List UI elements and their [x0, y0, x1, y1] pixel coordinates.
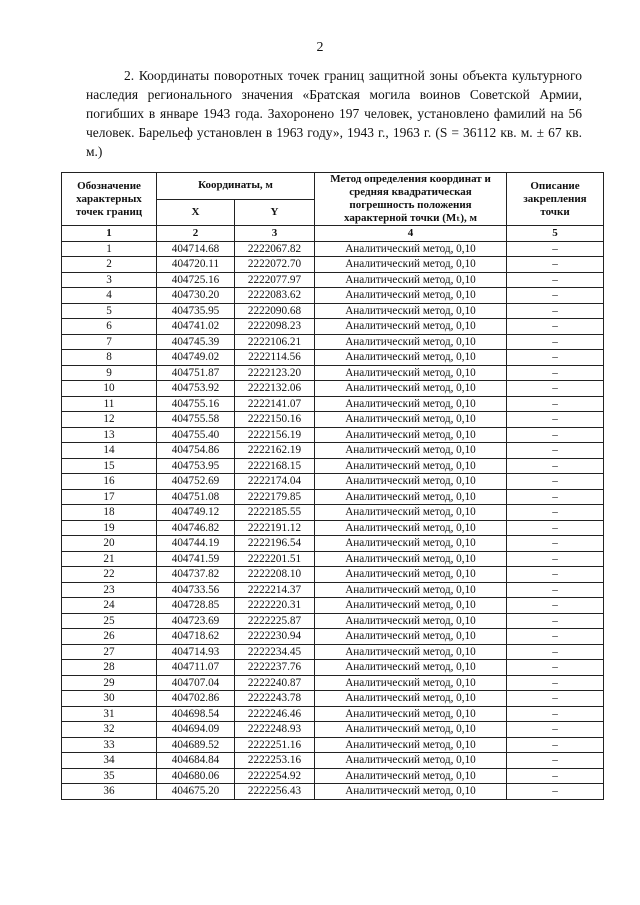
- y-coordinate-cell: 2222240.87: [235, 675, 315, 691]
- y-coordinate-cell: 2222156.19: [235, 427, 315, 443]
- point-number-cell: 13: [62, 427, 157, 443]
- point-number-cell: 6: [62, 319, 157, 335]
- method-cell: Аналитический метод, 0,10: [315, 334, 507, 350]
- method-cell: Аналитический метод, 0,10: [315, 706, 507, 722]
- y-coordinate-cell: 2222246.46: [235, 706, 315, 722]
- description-cell: –: [507, 288, 604, 304]
- x-coordinate-cell: 404751.08: [157, 489, 235, 505]
- x-coordinate-cell: 404753.92: [157, 381, 235, 397]
- table-row: [62, 675, 604, 691]
- table-row: [62, 691, 604, 707]
- x-coordinate-cell: 404720.11: [157, 257, 235, 273]
- description-cell: –: [507, 365, 604, 381]
- x-coordinate-cell: 404723.69: [157, 613, 235, 629]
- point-number-cell: 28: [62, 660, 157, 676]
- y-coordinate-cell: 2222251.16: [235, 737, 315, 753]
- x-coordinate-cell: 404684.84: [157, 753, 235, 769]
- y-coordinate-cell: 2222214.37: [235, 582, 315, 598]
- x-coordinate-cell: 404733.56: [157, 582, 235, 598]
- y-coordinate-cell: 2222201.51: [235, 551, 315, 567]
- y-coordinate-cell: 2222077.97: [235, 272, 315, 288]
- x-coordinate-cell: 404680.06: [157, 768, 235, 784]
- table-row: [62, 551, 604, 567]
- y-coordinate-cell: 2222196.54: [235, 536, 315, 552]
- y-coordinate-cell: 2222256.43: [235, 784, 315, 800]
- description-cell: –: [507, 458, 604, 474]
- intro-paragraph: [86, 66, 582, 161]
- method-cell: Аналитический метод, 0,10: [315, 551, 507, 567]
- y-coordinate-cell: 2222067.82: [235, 241, 315, 257]
- method-cell: Аналитический метод, 0,10: [315, 396, 507, 412]
- point-number-cell: 8: [62, 350, 157, 366]
- description-cell: –: [507, 675, 604, 691]
- point-number-cell: 11: [62, 396, 157, 412]
- x-coordinate-cell: 404744.19: [157, 536, 235, 552]
- header-description: Описание закрепления точки: [507, 173, 604, 226]
- y-coordinate-cell: 2222185.55: [235, 505, 315, 521]
- point-number-cell: 10: [62, 381, 157, 397]
- description-cell: –: [507, 505, 604, 521]
- table-row: [62, 257, 604, 273]
- description-cell: –: [507, 474, 604, 490]
- point-number-cell: 35: [62, 768, 157, 784]
- y-coordinate-cell: 2222072.70: [235, 257, 315, 273]
- method-cell: Аналитический метод, 0,10: [315, 722, 507, 738]
- x-coordinate-cell: 404689.52: [157, 737, 235, 753]
- y-coordinate-cell: 2222179.85: [235, 489, 315, 505]
- table-row: [62, 536, 604, 552]
- point-number-cell: 5: [62, 303, 157, 319]
- method-cell: Аналитический метод, 0,10: [315, 536, 507, 552]
- x-coordinate-cell: 404749.02: [157, 350, 235, 366]
- method-cell: Аналитический метод, 0,10: [315, 737, 507, 753]
- table-row: [62, 412, 604, 428]
- point-number-cell: 2: [62, 257, 157, 273]
- y-coordinate-cell: 2222243.78: [235, 691, 315, 707]
- table-row: [62, 474, 604, 490]
- x-coordinate-cell: 404755.16: [157, 396, 235, 412]
- table-row: [62, 613, 604, 629]
- point-number-cell: 4: [62, 288, 157, 304]
- description-cell: –: [507, 257, 604, 273]
- header-y: Y: [235, 199, 315, 226]
- description-cell: –: [507, 613, 604, 629]
- table-row: [62, 582, 604, 598]
- description-cell: –: [507, 489, 604, 505]
- table-row: [62, 706, 604, 722]
- x-coordinate-cell: 404711.07: [157, 660, 235, 676]
- x-coordinate-cell: 404752.69: [157, 474, 235, 490]
- description-cell: –: [507, 412, 604, 428]
- x-coordinate-cell: 404754.86: [157, 443, 235, 459]
- table-row: [62, 489, 604, 505]
- header-method: Метод определения координат и средняя квадратическая погрешность положения характерной точки (Mₜ), м: [315, 173, 507, 226]
- y-coordinate-cell: 2222114.56: [235, 350, 315, 366]
- description-cell: –: [507, 768, 604, 784]
- x-coordinate-cell: 404751.87: [157, 365, 235, 381]
- method-cell: Аналитический метод, 0,10: [315, 753, 507, 769]
- y-coordinate-cell: 2222162.19: [235, 443, 315, 459]
- x-coordinate-cell: 404728.85: [157, 598, 235, 614]
- point-number-cell: 33: [62, 737, 157, 753]
- description-cell: –: [507, 567, 604, 583]
- table-row: [62, 644, 604, 660]
- y-coordinate-cell: 2222208.10: [235, 567, 315, 583]
- table-row: [62, 443, 604, 459]
- description-cell: –: [507, 427, 604, 443]
- x-coordinate-cell: 404741.02: [157, 319, 235, 335]
- x-coordinate-cell: 404714.93: [157, 644, 235, 660]
- x-coordinate-cell: 404745.39: [157, 334, 235, 350]
- x-coordinate-cell: 404694.09: [157, 722, 235, 738]
- y-coordinate-cell: 2222234.45: [235, 644, 315, 660]
- y-coordinate-cell: 2222141.07: [235, 396, 315, 412]
- description-cell: –: [507, 551, 604, 567]
- table-row: [62, 768, 604, 784]
- page-number: 2: [316, 40, 324, 55]
- point-number-cell: 20: [62, 536, 157, 552]
- description-cell: –: [507, 396, 604, 412]
- table-row: [62, 753, 604, 769]
- table-row: [62, 365, 604, 381]
- table-row: [62, 241, 604, 257]
- table-row: [62, 629, 604, 645]
- method-cell: Аналитический метод, 0,10: [315, 520, 507, 536]
- table-row: [62, 303, 604, 319]
- point-number-cell: 14: [62, 443, 157, 459]
- method-cell: Аналитический метод, 0,10: [315, 613, 507, 629]
- method-cell: Аналитический метод, 0,10: [315, 474, 507, 490]
- table-row: [62, 334, 604, 350]
- x-coordinate-cell: 404746.82: [157, 520, 235, 536]
- point-number-cell: 26: [62, 629, 157, 645]
- y-coordinate-cell: 2222225.87: [235, 613, 315, 629]
- table-row: [62, 598, 604, 614]
- method-cell: Аналитический метод, 0,10: [315, 629, 507, 645]
- method-cell: Аналитический метод, 0,10: [315, 427, 507, 443]
- method-cell: Аналитический метод, 0,10: [315, 598, 507, 614]
- point-number-cell: 24: [62, 598, 157, 614]
- x-coordinate-cell: 404702.86: [157, 691, 235, 707]
- method-cell: Аналитический метод, 0,10: [315, 660, 507, 676]
- x-coordinate-cell: 404741.59: [157, 551, 235, 567]
- table-row: [62, 722, 604, 738]
- method-cell: Аналитический метод, 0,10: [315, 241, 507, 257]
- x-coordinate-cell: 404725.16: [157, 272, 235, 288]
- description-cell: –: [507, 644, 604, 660]
- column-number: 3: [235, 226, 315, 242]
- method-cell: Аналитический метод, 0,10: [315, 567, 507, 583]
- method-cell: Аналитический метод, 0,10: [315, 381, 507, 397]
- table-row: [62, 505, 604, 521]
- y-coordinate-cell: 2222248.93: [235, 722, 315, 738]
- point-number-cell: 29: [62, 675, 157, 691]
- description-cell: –: [507, 582, 604, 598]
- y-coordinate-cell: 2222230.94: [235, 629, 315, 645]
- description-cell: –: [507, 753, 604, 769]
- column-number: 4: [315, 226, 507, 242]
- table-row: [62, 272, 604, 288]
- y-coordinate-cell: 2222220.31: [235, 598, 315, 614]
- point-number-cell: 32: [62, 722, 157, 738]
- description-cell: –: [507, 334, 604, 350]
- description-cell: –: [507, 319, 604, 335]
- method-cell: Аналитический метод, 0,10: [315, 582, 507, 598]
- column-number: 1: [62, 226, 157, 242]
- y-coordinate-cell: 2222132.06: [235, 381, 315, 397]
- y-coordinate-cell: 2222150.16: [235, 412, 315, 428]
- table-row: [62, 350, 604, 366]
- method-cell: Аналитический метод, 0,10: [315, 768, 507, 784]
- y-coordinate-cell: 2222123.20: [235, 365, 315, 381]
- table-row: [62, 737, 604, 753]
- method-cell: Аналитический метод, 0,10: [315, 365, 507, 381]
- table-body: [62, 241, 604, 799]
- point-number-cell: 18: [62, 505, 157, 521]
- column-number: 2: [157, 226, 235, 242]
- coordinates-table: [61, 172, 604, 800]
- method-cell: Аналитический метод, 0,10: [315, 675, 507, 691]
- y-coordinate-cell: 2222090.68: [235, 303, 315, 319]
- table-row: [62, 660, 604, 676]
- x-coordinate-cell: 404698.54: [157, 706, 235, 722]
- description-cell: –: [507, 272, 604, 288]
- intro-text: 2. Координаты поворотных точек границ защитной зоны объекта культурного наследия регионального значения «Братская могила воинов Советской Армии, погибших в январе 1943 года. Захоронено 197 человек, установлено фамилий на 56 человек. Барельеф установлен в 1963 году», 1943 г., 1963 г. (S = 36112 кв. м. ± 67 кв. м.): [86, 68, 582, 159]
- table-row: [62, 427, 604, 443]
- point-number-cell: 1: [62, 241, 157, 257]
- y-coordinate-cell: 2222168.15: [235, 458, 315, 474]
- method-cell: Аналитический метод, 0,10: [315, 412, 507, 428]
- y-coordinate-cell: 2222237.76: [235, 660, 315, 676]
- y-coordinate-cell: 2222083.62: [235, 288, 315, 304]
- header-point-designation: Обозначение характерных точек границ: [62, 173, 157, 226]
- point-number-cell: 21: [62, 551, 157, 567]
- method-cell: Аналитический метод, 0,10: [315, 691, 507, 707]
- table-row: [62, 288, 604, 304]
- description-cell: –: [507, 722, 604, 738]
- y-coordinate-cell: 2222174.04: [235, 474, 315, 490]
- y-coordinate-cell: 2222106.21: [235, 334, 315, 350]
- x-coordinate-cell: 404755.40: [157, 427, 235, 443]
- point-number-cell: 7: [62, 334, 157, 350]
- point-number-cell: 25: [62, 613, 157, 629]
- method-cell: Аналитический метод, 0,10: [315, 458, 507, 474]
- x-coordinate-cell: 404737.82: [157, 567, 235, 583]
- point-number-cell: 34: [62, 753, 157, 769]
- description-cell: –: [507, 350, 604, 366]
- y-coordinate-cell: 2222253.16: [235, 753, 315, 769]
- method-cell: Аналитический метод, 0,10: [315, 505, 507, 521]
- y-coordinate-cell: 2222098.23: [235, 319, 315, 335]
- description-cell: –: [507, 241, 604, 257]
- description-cell: –: [507, 520, 604, 536]
- x-coordinate-cell: 404755.58: [157, 412, 235, 428]
- point-number-cell: 36: [62, 784, 157, 800]
- method-cell: Аналитический метод, 0,10: [315, 489, 507, 505]
- table-row: [62, 396, 604, 412]
- method-cell: Аналитический метод, 0,10: [315, 319, 507, 335]
- point-number-cell: 12: [62, 412, 157, 428]
- x-coordinate-cell: 404675.20: [157, 784, 235, 800]
- point-number-cell: 3: [62, 272, 157, 288]
- x-coordinate-cell: 404707.04: [157, 675, 235, 691]
- x-coordinate-cell: 404753.95: [157, 458, 235, 474]
- description-cell: –: [507, 381, 604, 397]
- x-coordinate-cell: 404714.68: [157, 241, 235, 257]
- method-cell: Аналитический метод, 0,10: [315, 303, 507, 319]
- point-number-cell: 17: [62, 489, 157, 505]
- description-cell: –: [507, 303, 604, 319]
- table-row: [62, 458, 604, 474]
- point-number-cell: 16: [62, 474, 157, 490]
- point-number-cell: 30: [62, 691, 157, 707]
- method-cell: Аналитический метод, 0,10: [315, 350, 507, 366]
- point-number-cell: 9: [62, 365, 157, 381]
- method-cell: Аналитический метод, 0,10: [315, 644, 507, 660]
- method-cell: Аналитический метод, 0,10: [315, 784, 507, 800]
- description-cell: –: [507, 443, 604, 459]
- description-cell: –: [507, 598, 604, 614]
- header-x: X: [157, 199, 235, 226]
- table-row: [62, 319, 604, 335]
- description-cell: –: [507, 629, 604, 645]
- x-coordinate-cell: 404749.12: [157, 505, 235, 521]
- point-number-cell: 27: [62, 644, 157, 660]
- point-number-cell: 23: [62, 582, 157, 598]
- point-number-cell: 31: [62, 706, 157, 722]
- method-cell: Аналитический метод, 0,10: [315, 288, 507, 304]
- header-coordinates: Координаты, м: [157, 173, 315, 200]
- x-coordinate-cell: 404730.20: [157, 288, 235, 304]
- description-cell: –: [507, 691, 604, 707]
- description-cell: –: [507, 706, 604, 722]
- table-row: [62, 567, 604, 583]
- point-number-cell: 15: [62, 458, 157, 474]
- column-number: 5: [507, 226, 604, 242]
- table-row: [62, 381, 604, 397]
- description-cell: –: [507, 737, 604, 753]
- point-number-cell: 22: [62, 567, 157, 583]
- table-row: [62, 520, 604, 536]
- y-coordinate-cell: 2222191.12: [235, 520, 315, 536]
- method-cell: Аналитический метод, 0,10: [315, 272, 507, 288]
- x-coordinate-cell: 404718.62: [157, 629, 235, 645]
- description-cell: –: [507, 660, 604, 676]
- table-row: [62, 784, 604, 800]
- description-cell: –: [507, 536, 604, 552]
- x-coordinate-cell: 404735.95: [157, 303, 235, 319]
- point-number-cell: 19: [62, 520, 157, 536]
- y-coordinate-cell: 2222254.92: [235, 768, 315, 784]
- method-cell: Аналитический метод, 0,10: [315, 443, 507, 459]
- method-cell: Аналитический метод, 0,10: [315, 257, 507, 273]
- description-cell: –: [507, 784, 604, 800]
